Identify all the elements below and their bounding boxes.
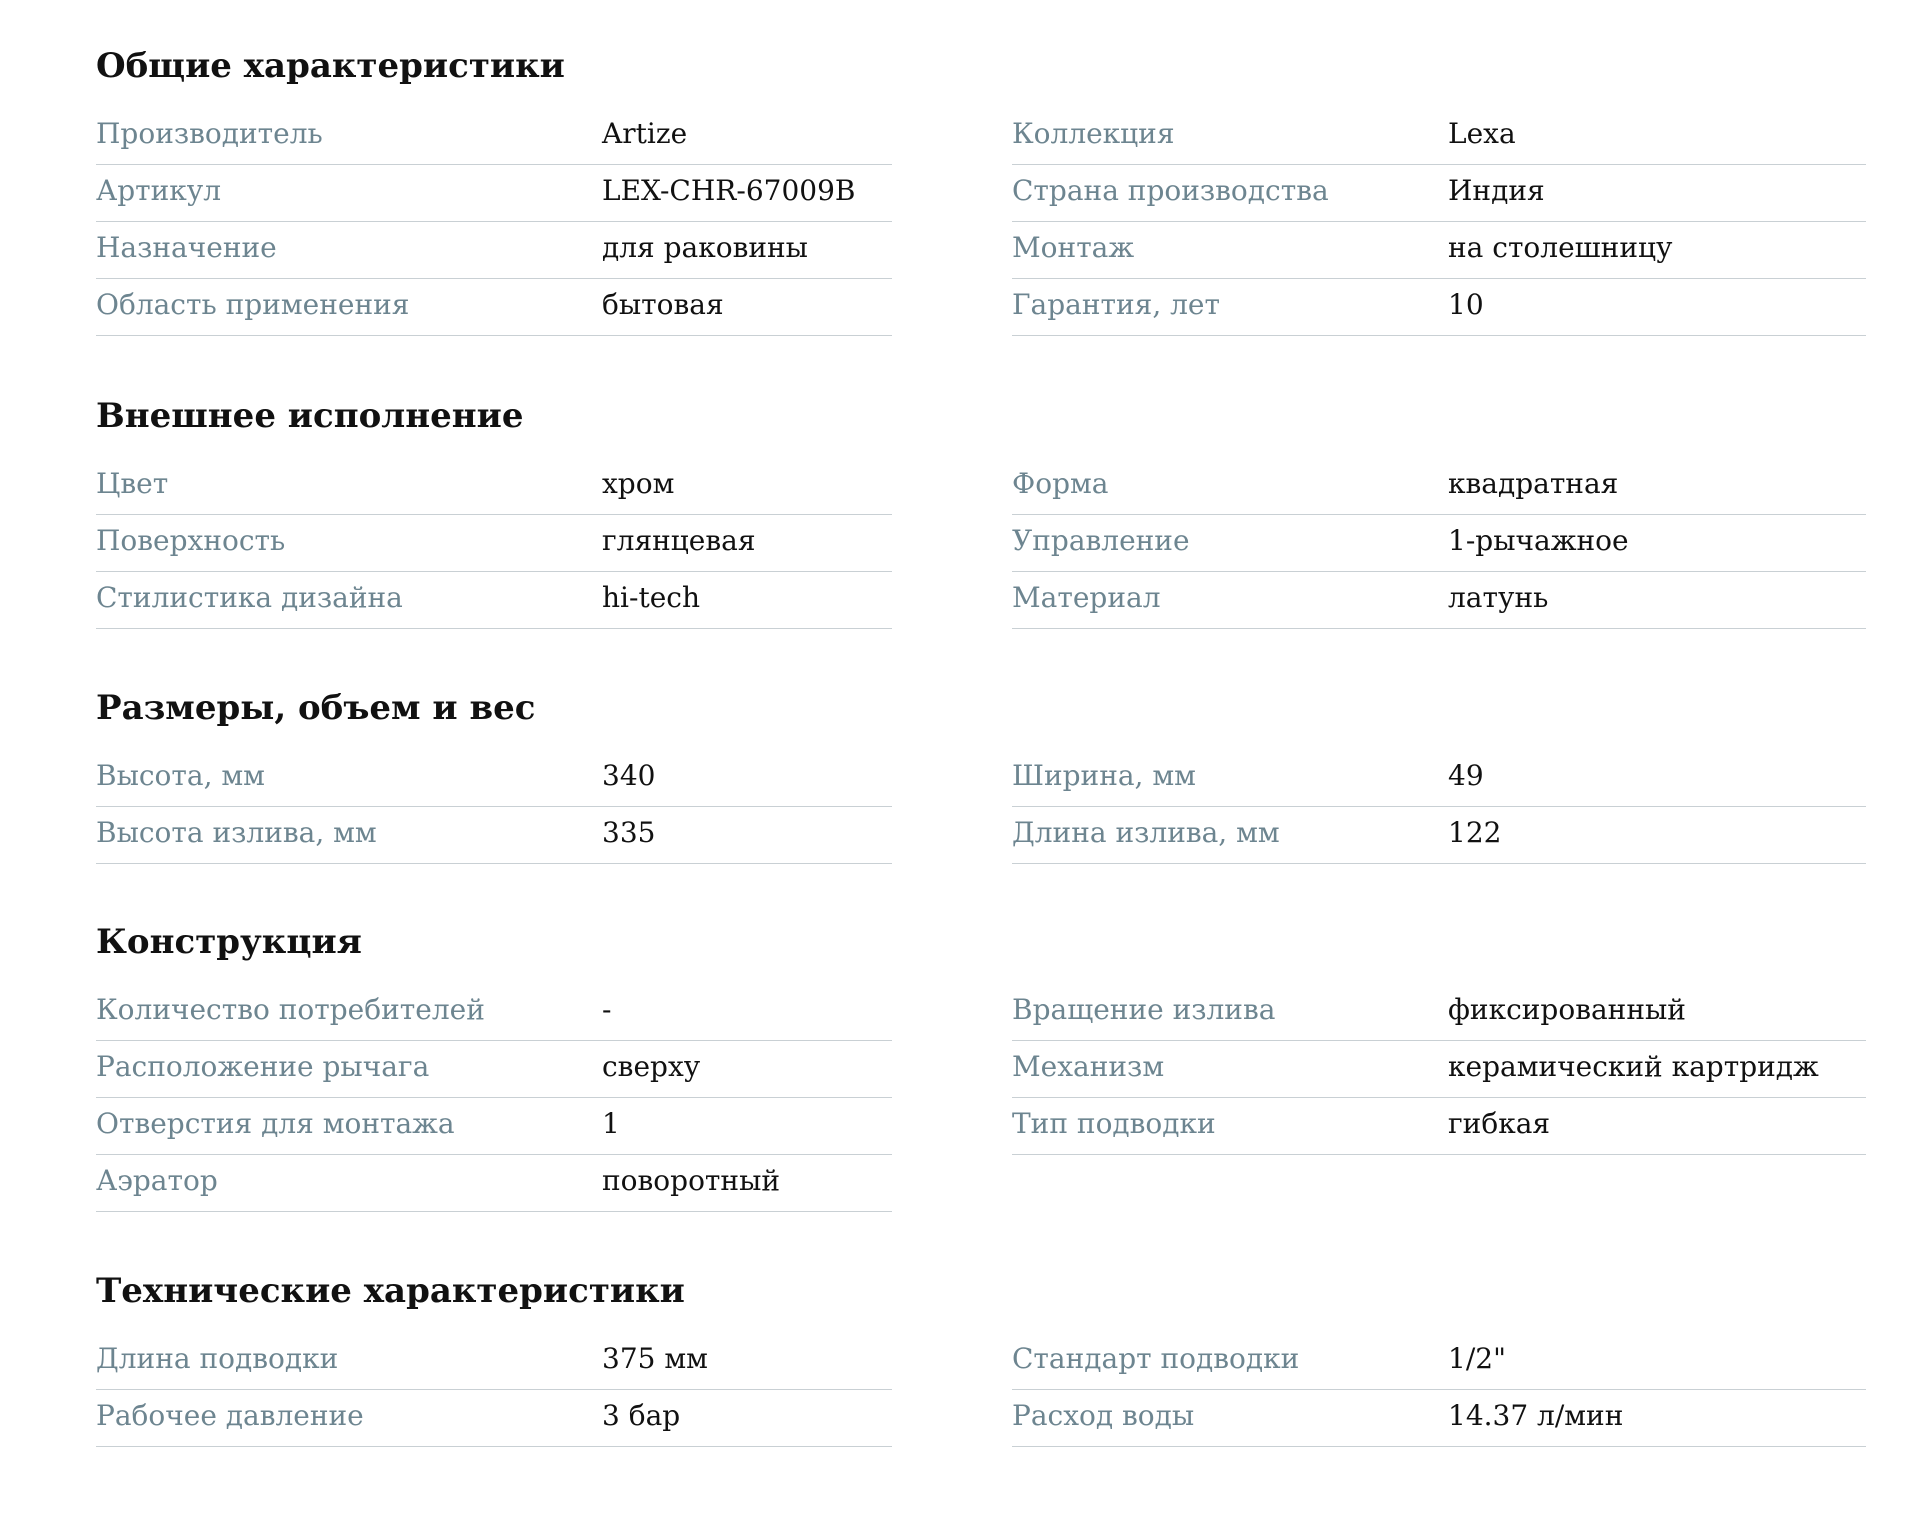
spec-row [96, 1098, 892, 1155]
spec-value: hi-tech [602, 581, 700, 614]
section-technical [96, 1267, 1866, 1432]
spec-label: Высота, мм [96, 759, 265, 792]
spec-column-left [96, 1333, 892, 1447]
spec-label: Количество потребителей [96, 993, 485, 1026]
section-title: Внешнее исполнение [96, 396, 524, 436]
spec-row [96, 984, 892, 1041]
spec-label: Расположение рычага [96, 1050, 430, 1083]
spec-label: Расход воды [1012, 1399, 1195, 1432]
spec-label: Механизм [1012, 1050, 1165, 1083]
spec-row [96, 165, 892, 222]
spec-label: Гарантия, лет [1012, 288, 1220, 321]
spec-label: Форма [1012, 467, 1109, 500]
spec-column-right [1012, 1333, 1866, 1447]
spec-column-right [1012, 458, 1866, 629]
spec-value: фиксированный [1448, 993, 1686, 1026]
spec-column-left [96, 984, 892, 1212]
spec-row [96, 1155, 892, 1212]
spec-column-left [96, 458, 892, 629]
spec-label: Поверхность [96, 524, 286, 557]
spec-label: Артикул [96, 174, 222, 207]
spec-value: керамический картридж [1448, 1050, 1819, 1083]
spec-value: 335 [602, 816, 656, 849]
spec-value: 14.37 л/мин [1448, 1399, 1624, 1432]
spec-label: Рабочее давление [96, 1399, 364, 1432]
spec-column-right [1012, 750, 1866, 864]
spec-row [96, 1041, 892, 1098]
spec-row [1012, 750, 1866, 807]
spec-row [1012, 1041, 1866, 1098]
spec-label: Управление [1012, 524, 1190, 557]
spec-value: для раковины [602, 231, 808, 264]
spec-value: поворотный [602, 1164, 781, 1197]
spec-label: Длина подводки [96, 1342, 339, 1375]
spec-value: 49 [1448, 759, 1484, 792]
spec-label: Производитель [96, 117, 323, 150]
spec-value: бытовая [602, 288, 724, 321]
section-title: Конструкция [96, 922, 362, 962]
spec-row [1012, 515, 1866, 572]
spec-label: Стандарт подводки [1012, 1342, 1300, 1375]
section-title: Технические характеристики [96, 1271, 685, 1311]
spec-value: 122 [1448, 816, 1502, 849]
section-title: Размеры, объем и вес [96, 688, 536, 728]
spec-value: латунь [1448, 581, 1549, 614]
spec-value: 10 [1448, 288, 1484, 321]
spec-label: Высота излива, мм [96, 816, 377, 849]
spec-label: Вращение излива [1012, 993, 1276, 1026]
spec-value: Индия [1448, 174, 1545, 207]
spec-column-right [1012, 984, 1866, 1155]
spec-row [1012, 222, 1866, 279]
spec-value: сверху [602, 1050, 701, 1083]
spec-label: Страна производства [1012, 174, 1329, 207]
spec-label: Стилистика дизайна [96, 581, 403, 614]
spec-row [96, 108, 892, 165]
spec-row [96, 807, 892, 864]
section-title: Общие характеристики [96, 46, 565, 86]
spec-value: 340 [602, 759, 656, 792]
spec-value: - [602, 993, 612, 1026]
spec-value: LEX-CHR-67009B [602, 174, 856, 207]
spec-row [96, 279, 892, 336]
spec-value: квадратная [1448, 467, 1619, 500]
spec-row [1012, 279, 1866, 336]
spec-row [96, 1390, 892, 1447]
section-construction [96, 918, 1866, 1197]
spec-value: хром [602, 467, 675, 500]
spec-row [96, 458, 892, 515]
spec-row [1012, 807, 1866, 864]
spec-label: Коллекция [1012, 117, 1175, 150]
spec-label: Цвет [96, 467, 169, 500]
spec-row [1012, 1333, 1866, 1390]
spec-row [96, 750, 892, 807]
spec-row [1012, 1390, 1866, 1447]
spec-row [1012, 572, 1866, 629]
spec-row [1012, 458, 1866, 515]
spec-value: 1-рычажное [1448, 524, 1629, 557]
spec-row [96, 1333, 892, 1390]
spec-label: Тип подводки [1012, 1107, 1216, 1140]
spec-value: 1 [602, 1107, 620, 1140]
spec-label: Назначение [96, 231, 277, 264]
spec-value: на столешницу [1448, 231, 1673, 264]
section-dimensions [96, 684, 1866, 849]
spec-value: 375 мм [602, 1342, 708, 1375]
spec-value: 3 бар [602, 1399, 681, 1432]
spec-label: Область применения [96, 288, 410, 321]
spec-row [1012, 1098, 1866, 1155]
spec-value: Lexa [1448, 117, 1516, 150]
spec-column-left [96, 750, 892, 864]
spec-label: Отверстия для монтажа [96, 1107, 455, 1140]
spec-label: Монтаж [1012, 231, 1135, 264]
spec-row [1012, 984, 1866, 1041]
spec-row [1012, 108, 1866, 165]
spec-row [96, 222, 892, 279]
spec-label: Материал [1012, 581, 1161, 614]
spec-value: глянцевая [602, 524, 756, 557]
spec-row [96, 515, 892, 572]
spec-label: Ширина, мм [1012, 759, 1196, 792]
spec-row [1012, 165, 1866, 222]
spec-label: Длина излива, мм [1012, 816, 1280, 849]
spec-column-left [96, 108, 892, 336]
section-general [96, 42, 1866, 321]
spec-value: 1/2" [1448, 1342, 1506, 1375]
spec-column-right [1012, 108, 1866, 336]
section-appearance [96, 392, 1866, 614]
spec-label: Аэратор [96, 1164, 218, 1197]
spec-value: гибкая [1448, 1107, 1551, 1140]
spec-row [96, 572, 892, 629]
spec-value: Artize [602, 117, 688, 150]
